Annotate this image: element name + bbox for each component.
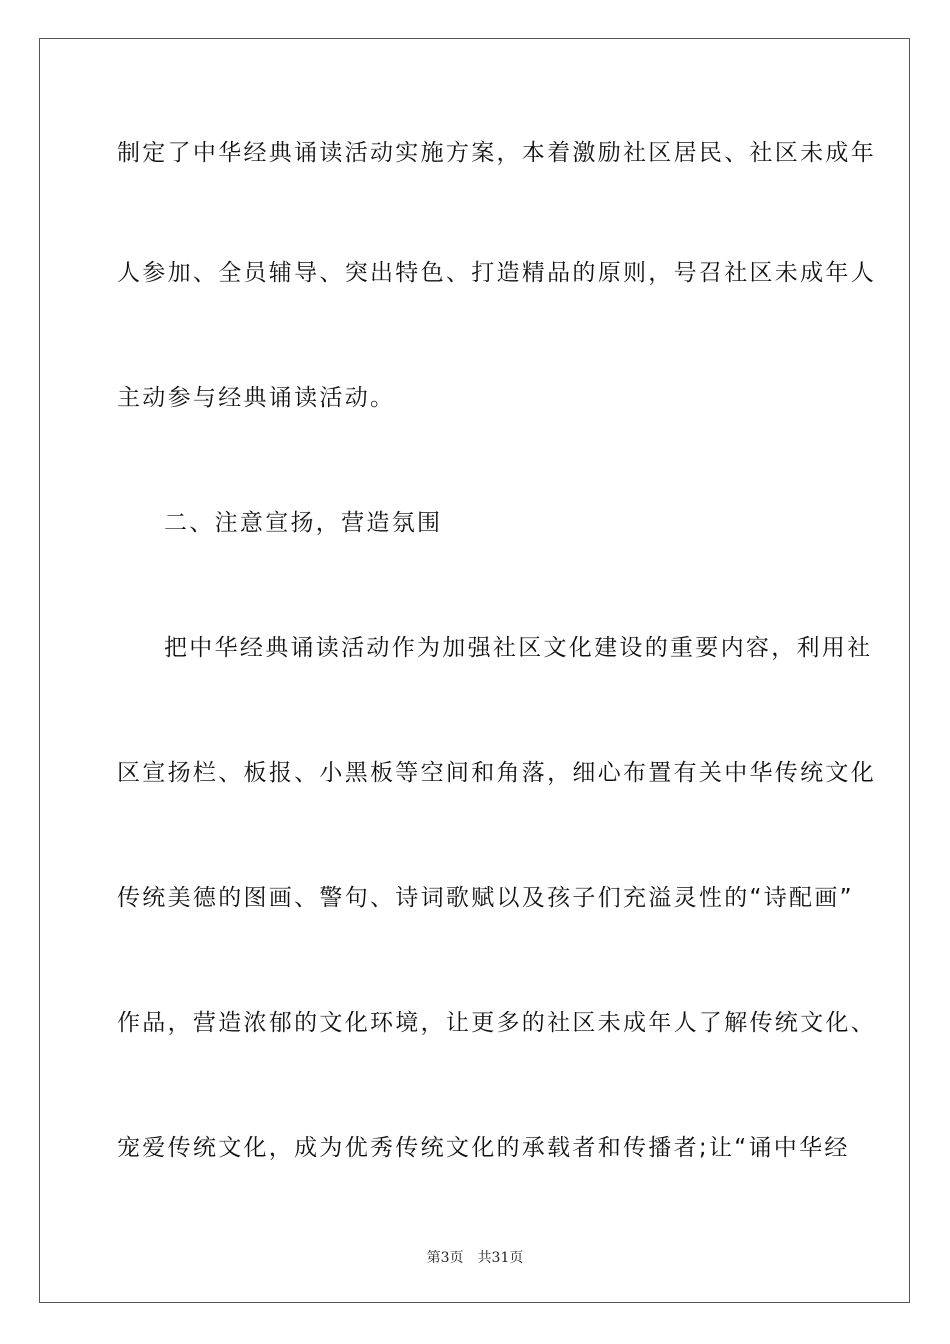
body-text-line: 传统美德的图画、警句、诗词歌赋以及孩子们充溢灵性的“诗配画” — [117, 885, 854, 911]
body-text-line: 人参加、全员辅导、突出特色、打造精品的原则，号召社区未成年人 — [117, 260, 876, 286]
page-footer — [0, 1247, 950, 1267]
body-text-line: 区宣扬栏、板报、小黑板等空间和角落，细心布置有关中华传统文化 — [117, 760, 876, 786]
body-text-line: 宠爱传统文化，成为优秀传统文化的承载者和传播者;让“诵中华经 — [117, 1135, 850, 1161]
page-total: 共31页 — [477, 1250, 524, 1266]
section-heading: 二、注意宣扬，营造氛围 — [164, 510, 443, 536]
body-text-line: 主动参与经典诵读活动。 — [117, 385, 396, 411]
body-text-line: 制定了中华经典诵读活动实施方案，本着激励社区居民、社区未成年 — [117, 140, 876, 166]
page-number: 第3页 — [426, 1250, 464, 1266]
page-border — [39, 38, 910, 1303]
body-text-line: 把中华经典诵读活动作为加强社区文化建设的重要内容，利用社 — [164, 635, 873, 661]
body-text-line: 作品，营造浓郁的文化环境，让更多的社区未成年人了解传统文化、 — [117, 1010, 876, 1036]
